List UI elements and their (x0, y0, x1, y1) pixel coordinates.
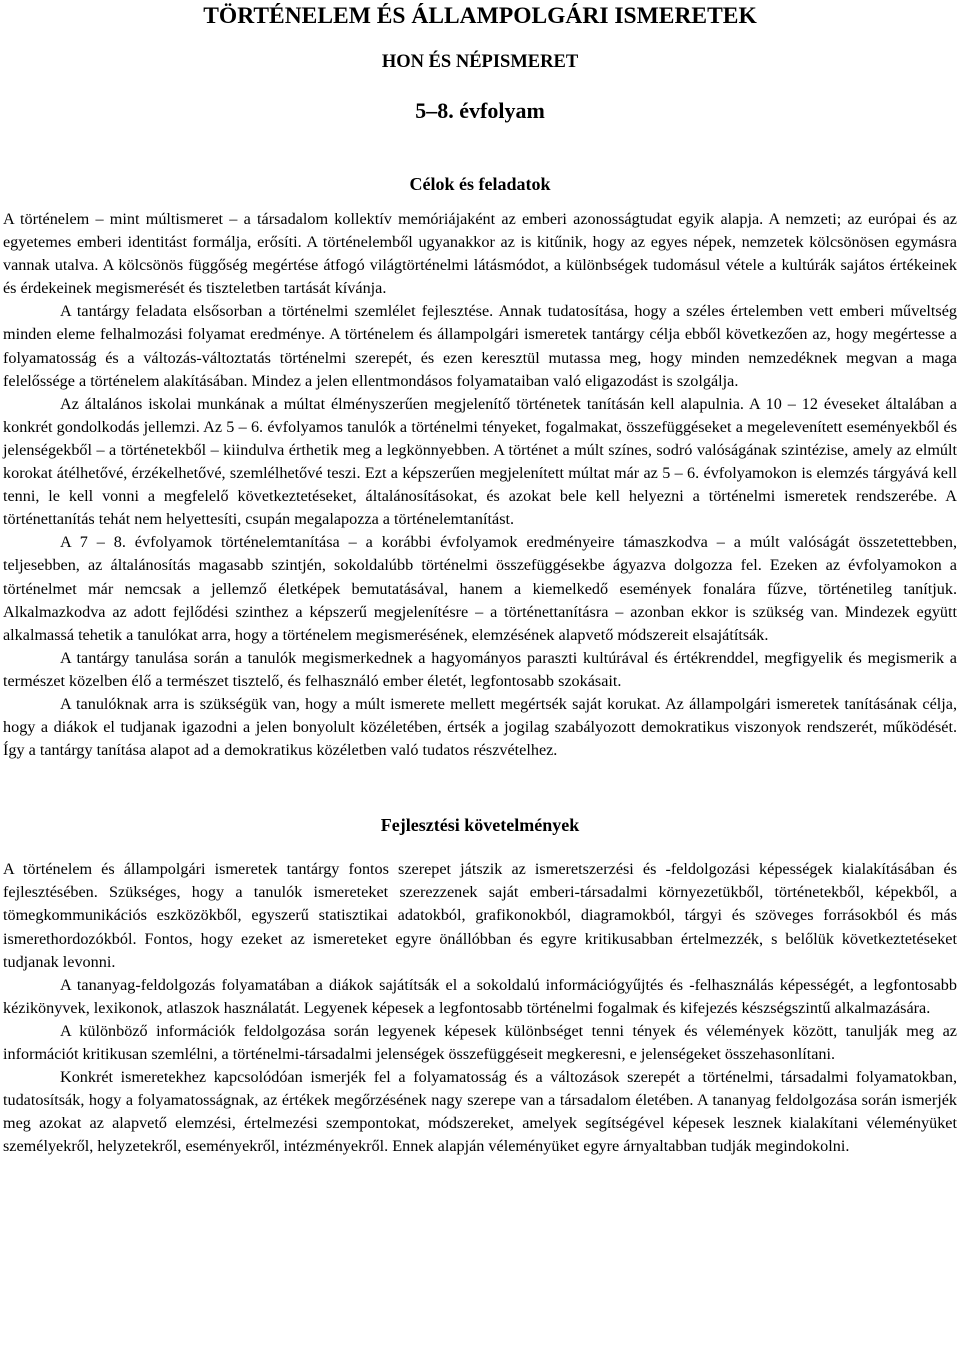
paragraph: A tantárgy tanulása során a tanulók megismerkednek a hagyományos paraszti kultúrával és értékrenddel, megfigyelik és megismerik a természet közelben élő a természet tisztelő, és felhasználó ember életét, legfontosabb szokásait. (3, 648, 957, 690)
paragraph: A tanulóknak arra is szükségük van, hogy a múlt ismerete mellett megértsék saját korukat. Az állampolgári ismeretek tanításának célja, hogy a diákok el tudjanak igazodni a jelen bonyolult közéletében, értsék a jogilag szabályozott demokratikus viszonyok rendszerét, működését. Így a tantárgy tanítása alapot ad a demokratikus közéletben való tudatos részvételhez. (3, 694, 957, 760)
section-heading-goals: Célok és feladatok (409, 174, 551, 194)
paragraph: Az általános iskolai munkának a múltat élményszerűen megjelenítő történetek tanításán kell alapulnia. A 10 – 12 éveseket általában a konkrét gondolkodás jellemzi. Az 5 – 6. évfolyamos tanulók a történelmi tényeket, fogalmakat, összefüggéseket a megelevenített eseményekből és jelenségekből – a történetekből – kiindulva érthetik meg a legkönnyebben. A történet a múlt színes, sodró valóságának szintézise, amely az elmúlt korokat átélhetővé, érzékelhetővé, szemlélhetővé teszi. Ezt a képszerűen megjelenített múltat már az 5 – 6. évfolyamokon is elemzés tárgyává kell tenni, le kell vonni a megfelelő következtetéseket, általánosításokat, és azokat bele kell helyezni a történelmi ismeretek rendszerébe. A történettanítás tehát nem helyettesíti, csupán megalapozza a történelemtanítást. (3, 394, 957, 529)
section-heading-requirements: Fejlesztési követelmények (380, 815, 580, 836)
paragraph: A különböző információk feldolgozása során legyenek képesek különbséget tenni tények és vélemények között, tanulják meg az információt kritikusan szemlélni, a történelmi-társadalmi jelenségek összefüggéseit megkeresni, e jelenségeket összehasonlítani. (3, 1021, 957, 1063)
paragraph: A történelem – mint múltismeret – a társadalom kollektív memóriájaként az emberi azonosságtudat egyik alapja. A nemzeti; az európai és az egyetemes emberi identitást formálja, erősíti. A történelemből ugyanakkor az is kitűnik, hogy az egyes népek, nemzetek kölcsönösen egymásra vannak utalva. A kölcsönös függőség megértése átfogó világtörténelmi látásmódot, a különbségek tudomásul vétele a kultúrák sajátos értékeinek és érdekeinek megismerését és tiszteletben tartását kívánja. (3, 210, 957, 298)
document-subtitle: HON ÉS NÉPISMERET (381, 52, 579, 72)
paragraph: A tananyag-feldolgozás folyamatában a diákok sajátítsák el a sokoldalú információgyűjtés és -felhasználás képességét, a legfontosabb kézikönyvek, lexikonok, atlaszok használatát. Legyenek képesek a legfontosabb történelmi fogalmak és kifejezés készségszintű alkalmazására. (3, 975, 957, 1017)
paragraph: A 7 – 8. évfolyamok történelemtanítása – a korábbi évfolyamok eredményeire támaszkodva – a múlt valóságát összetettebben, teljesebben, az általánosítás magasabb szintjén, sokoldalúbb történelmi összefüggésekbe ágyazva dolgozza fel. Ezeken az évfolyamokon a történelmet már nemcsak a jellemző életképek bemutatásával, hanem a kiemelkedő események fonalára fűzve, történetileg tanítjuk. Alkalmazkodva az adott fejlődési szinthez a képszerű megjelenítésre – a történettanításra – azonban ekkor is szükség van. Mindezek együtt alkalmassá tehetik a tanulókat arra, hogy a történelem megismerésének, elemzésének alapvető módszereit elsajátítsák. (3, 533, 957, 644)
grade-heading: 5–8. évfolyam (415, 98, 545, 123)
paragraph: A tantárgy feladata elsősorban a történelmi szemlélet fejlesztése. Annak tudatosítása, hogy a széles értelemben vett emberi műveltség minden eleme felhalmozási folyamat eredménye. A történelem és állampolgári ismeretek tantárgy célja ebből következően az, hogy megértesse a folyamatosság és a változás-változtatás történelmi szerepét, és ezen keresztül mutassa meg, hogy minden nemzedéknek megvan a maga felelőssége a történelem alakításában. Mindez a jelen ellentmondásos folyamataiban való eligazodást is szolgálja. (3, 302, 957, 390)
paragraph: A történelem és állampolgári ismeretek tantárgy fontos szerepet játszik az ismeretszerzési és -feldolgozási képességek kialakításában és fejlesztésében. Szükséges, hogy a tanulók ismereteket szerezzenek saját emberi-társadalmi környezetükből, történetekből, képekből, a tömegkommunikációs eszközökből, egyszerű statisztikai adatokból, grafikonokból, diagramokból, tárgyi és szöveges forrásokból és más ismerethordozókból. Fontos, hogy ezeket az ismereteket egyre önállóbban és egyre kritikusabban értelmezzék, s belőlük következtetéseket tudjanak levonni. (3, 860, 957, 971)
section-body-goals (3, 208, 957, 762)
document-title: TÖRTÉNELEM ÉS ÁLLAMPOLGÁRI ISMERETEK (203, 3, 757, 29)
paragraph: Konkrét ismeretekhez kapcsolódóan ismerjék fel a folyamatosság és a változások szerepét a történelmi, társadalmi folyamatokban, tudatosítsák, hogy a folyamatosságnak, az értékek megőrzésének nagy szerepe van a társadalom életében. A tananyag feldolgozása során ismerjék meg azokat az alapvető elemzési, értelmezési szempontokat, módszereket, amelyek segítségével képesek lesznek kialakítani véleményüket személyekről, helyzetekről, eseményekről, intézményekről. Ennek alapján véleményüket egyre árnyaltabban tudják megindokolni. (3, 1068, 957, 1156)
section-body-requirements (3, 858, 957, 1158)
